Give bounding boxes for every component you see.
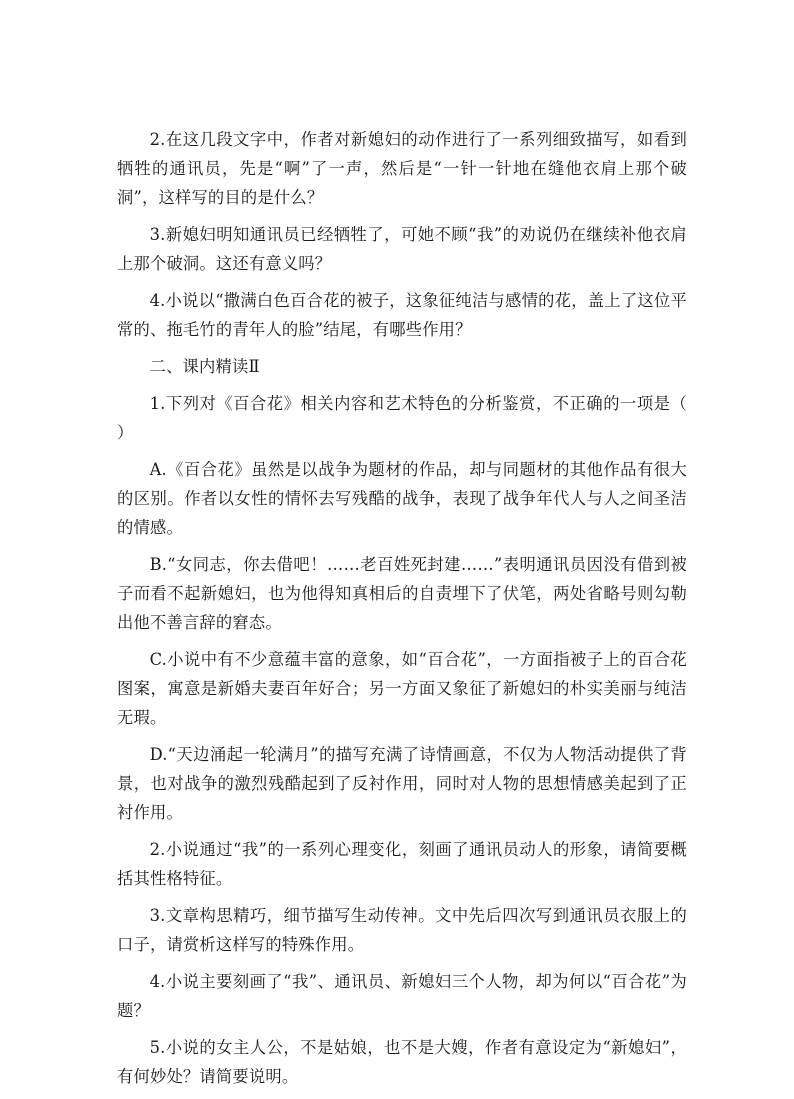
option-d: D.“天边涌起一轮满月”的描写充满了诗情画意，不仅为人物活动提供了背景，也对战争的激烈残酷起到了反衬作用，同时对人物的思想情感美起到了正衬作用。 bbox=[117, 745, 687, 822]
question-2-paragraph: 2.在这几段文字中，作者对新媳妇的动作进行了一系列细致描写，如看到牺牲的通讯员，先是“啊”了一声，然后是“一针一针地在缝他衣肩上那个破洞”，这样写的目的是什么？ bbox=[117, 130, 687, 207]
section2-question-1: 1.下列对《百合花》相关内容和艺术特色的分析鉴赏，不正确的一项是（ ） bbox=[117, 394, 720, 442]
option-a: A.《百合花》虽然是以战争为题材的作品，却与同题材的其他作品有很大的区别。作者以女性的情怀去写残酷的战争，表现了战争年代人与人之间圣洁的情感。 bbox=[117, 460, 687, 537]
section2-question-3: 3.文章构思精巧，细节描写生动传神。文中先后四次写到通讯员衣服上的口子，请赏析这样写的特殊作用。 bbox=[117, 906, 687, 954]
section2-question-2: 2.小说通过“我”的一系列心理变化，刻画了通讯员动人的形象，请简要概括其性格特征。 bbox=[117, 840, 687, 888]
option-c: C.小说中有不少意蕴丰富的意象，如“百合花”，一方面指被子上的百合花图案，寓意是新婚夫妻百年好合；另一方面又象征了新媳妇的朴实美丽与纯洁无瑕。 bbox=[117, 650, 687, 727]
question-4-paragraph: 4.小说以“撒满白色百合花的被子，这象征纯洁与感情的花，盖上了这位平常的、拖毛竹的青年人的脸”结尾，有哪些作用？ bbox=[117, 291, 687, 339]
section2-question-5: 5.小说的女主人公，不是姑娘，也不是大嫂，作者有意设定为“新媳妇”，有何妙处？请简要说明。 bbox=[117, 1038, 687, 1086]
question-3-paragraph: 3.新媳妇明知通讯员已经牺牲了，可她不顾“我”的劝说仍在继续补他衣肩上那个破洞。这还有意义吗？ bbox=[117, 225, 687, 273]
document-body bbox=[117, 125, 720, 1099]
option-b: B.“女同志，你去借吧！……老百姓死封建……”表明通讯员因没有借到被子而看不起新媳妇，也为他得知真相后的自责埋下了伏笔，两处省略号则勾勒出他不善言辞的窘态。 bbox=[117, 555, 687, 632]
section-heading: 二、课内精读Ⅱ bbox=[149, 357, 260, 376]
section2-question-4: 4.小说主要刻画了“我”、通讯员、新媳妇三个人物，却为何以“百合花”为题？ bbox=[117, 972, 687, 1020]
